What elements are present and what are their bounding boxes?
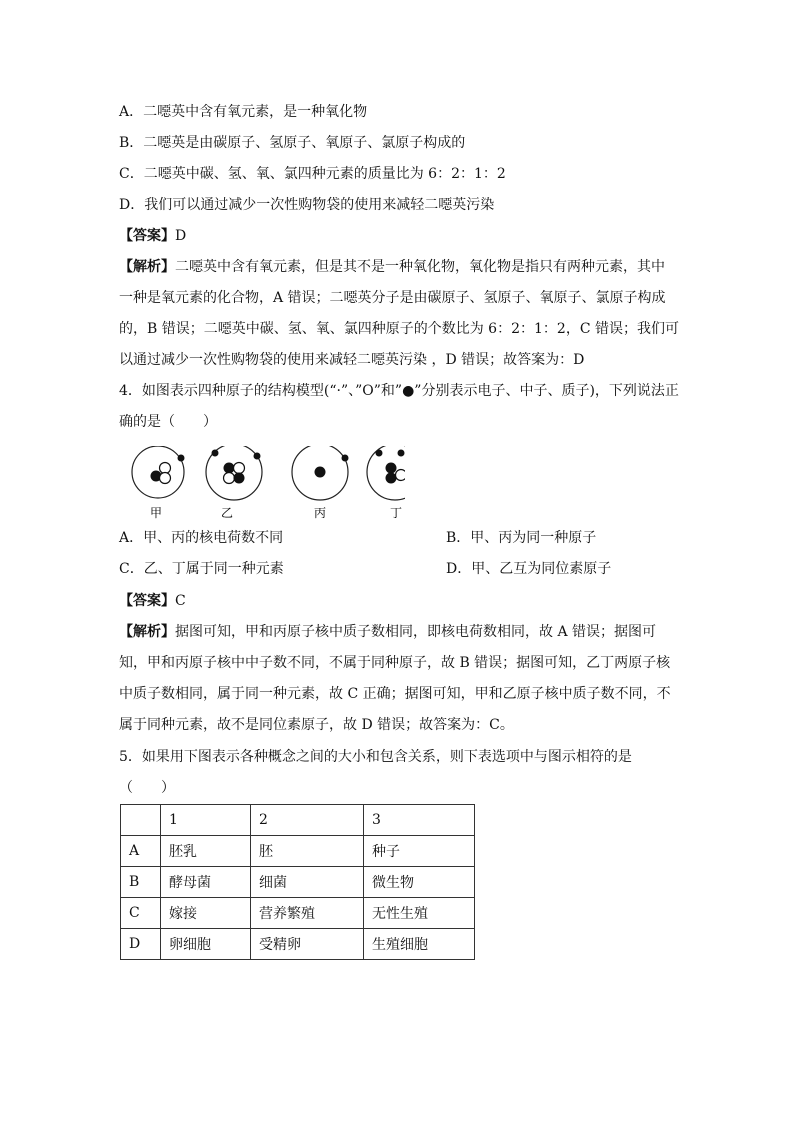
q4-option-d: D．甲、乙互为同位素原子 (446, 561, 612, 577)
table-cell: 胚 (251, 836, 364, 867)
q3-analysis-line-3: 的，B 错误；二噁英中碳、氢、氧、氯四种原子的个数比为 6：2：1：2，C 错误；我们可 (119, 321, 679, 337)
proton (386, 473, 397, 484)
neutron (160, 473, 171, 484)
table-cell: 微生物 (364, 867, 475, 898)
q3-option-c: C．二噁英中碳、氢、氧、氯四种元素的质量比为 6：2：1：2 (119, 166, 506, 182)
analysis-text: 二噁英中含有氧元素，但是其不是一种氧化物，氧化物是指只有两种元素，其中 (175, 259, 665, 275)
table-cell: B (121, 867, 161, 898)
table-cell: 受精卵 (251, 929, 364, 960)
atom-structure-figure (125, 446, 405, 522)
q3-analysis-line-4: 以通过减少一次性购物袋的使用来减轻二噁英污染 ，D 错误；故答案为：D (119, 352, 585, 368)
table-cell: 2 (251, 805, 364, 836)
q3-analysis-line-1 (119, 257, 665, 277)
table-row (121, 836, 475, 867)
proton (386, 463, 397, 474)
atom-yi (206, 446, 262, 520)
answer-value: D (175, 228, 187, 244)
answer-tag: 【答案】 (119, 593, 175, 609)
table-cell: 嫁接 (161, 898, 251, 929)
q4-stem-line-2: 确的是（ ） (119, 414, 217, 430)
atom-ding (367, 446, 405, 520)
q3-option-d: D．我们可以通过减少一次性购物袋的使用来减轻二噁英污染 (119, 197, 495, 213)
table-cell: 营养繁殖 (251, 898, 364, 929)
neutron (160, 463, 171, 474)
table-cell: 酵母菌 (161, 867, 251, 898)
atom-bing (292, 446, 349, 520)
table-cell: 3 (364, 805, 475, 836)
q4-answer (119, 591, 186, 611)
q5-stem-line-2: （ ） (119, 780, 175, 796)
table-cell: D (121, 929, 161, 960)
atom-label-jia: 甲 (149, 506, 163, 520)
answer-tag: 【答案】 (119, 228, 175, 244)
neutron (396, 470, 406, 481)
table-cell: 细菌 (251, 867, 364, 898)
table-cell (121, 805, 161, 836)
q4-analysis-line-2: 知，甲和丙原子核中中子数不同，不属于同种原子，故 B 错误；据图可知，乙丁两原子核 (119, 655, 671, 671)
q5-options-table (120, 804, 475, 960)
q4-analysis-line-4: 属于同种元素，故不是同位素原子，故 D 错误；故答案为：C。 (119, 717, 514, 733)
electron (178, 455, 185, 462)
table-cell: 生殖细胞 (364, 929, 475, 960)
table-cell: C (121, 898, 161, 929)
atom-label-bing: 丙 (313, 506, 327, 520)
q4-analysis-line-3: 中质子数相同，属于同一种元素，故 C 正确；据图可知，甲和乙原子核中质子数不同，不 (119, 686, 671, 702)
electron (212, 450, 219, 457)
table-cell: 卵细胞 (161, 929, 251, 960)
proton (224, 463, 235, 474)
proton (315, 467, 326, 478)
atom-label-ding: 丁 (389, 506, 403, 520)
neutron (224, 473, 235, 484)
electron (342, 455, 349, 462)
neutron (234, 463, 245, 474)
table-row (121, 898, 475, 929)
q4-stem-line-1: 4．如图表示四种原子的结构模型(“·”、”O”和”●”分别表示电子、中子、质子)，下列说法正 (119, 383, 679, 399)
q3-option-b: B．二噁英是由碳原子、氢原子、氧原子、氯原子构成的 (119, 135, 466, 151)
atom-label-yi: 乙 (220, 506, 234, 520)
analysis-text: 据图可知，甲和丙原子核中质子数相同，即核电荷数相同，故 A 错误；据图可 (175, 624, 657, 640)
q5-stem-line-1: 5．如果用下图表示各种概念之间的大小和包含关系，则下表选项中与图示相符的是 (119, 749, 632, 765)
table-cell: 种子 (364, 836, 475, 867)
q3-analysis-line-2: 一种是氧元素的化合物，A 错误；二噁英分子是由碳原子、氢原子、氧原子、氯原子构成 (119, 290, 666, 306)
proton (234, 473, 245, 484)
answer-value: C (175, 593, 186, 609)
table-row (121, 929, 475, 960)
table-row (121, 867, 475, 898)
q3-answer (119, 226, 186, 246)
table-cell: 无性生殖 (364, 898, 475, 929)
electron (398, 450, 405, 457)
electron (376, 450, 383, 457)
q4-option-c: C．乙、丁属于同一种元素 (119, 561, 284, 577)
q3-option-a: A．二噁英中含有氧元素，是一种氧化物 (119, 104, 368, 120)
q4-option-a: A．甲、丙的核电荷数不同 (119, 530, 284, 546)
q4-analysis-line-1 (119, 622, 656, 642)
q4-option-b: B．甲、丙为同一种原子 (446, 530, 597, 546)
analysis-tag: 【解析】 (119, 259, 175, 275)
table-cell: A (121, 836, 161, 867)
table-header-row (121, 805, 475, 836)
table-cell: 1 (161, 805, 251, 836)
analysis-tag: 【解析】 (119, 624, 175, 640)
electron (254, 453, 261, 460)
table-cell: 胚乳 (161, 836, 251, 867)
atom-jia (132, 446, 185, 520)
